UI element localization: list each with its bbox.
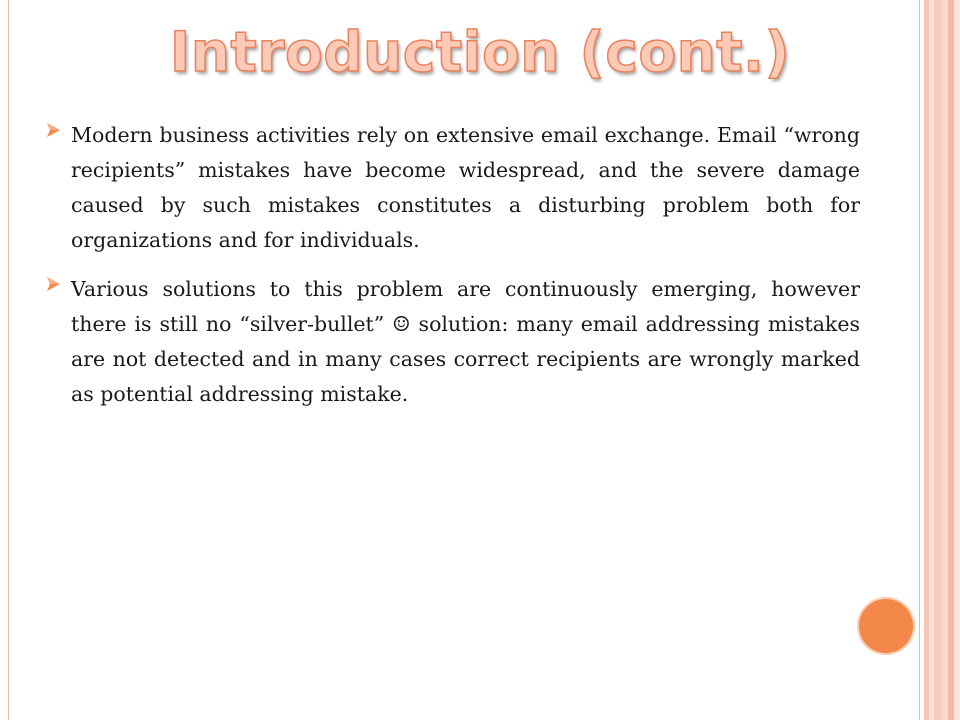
frame-line-left [8,0,9,720]
bullet-item [44,272,860,412]
bullet-item [44,118,860,258]
stripe [954,0,960,720]
bullet-text: Modern business activities rely on extensive email exchange. Email “wrong recipients” mistakes have become widespread, and the severe damage caused by such mistakes constitutes a disturbing problem both for organizations and for individuals. [71,123,860,252]
frame-line-right [919,0,920,720]
decorative-stripes [924,0,960,720]
slide-title: Introduction (cont.) [169,20,791,84]
bullet-text: Various solutions to this problem are continuously emerging, however there is still no “silver-bullet” ☺ solution: many email addressing mistakes are not detected and in many cases correct recipients are wrongly marked as potential addressing mistake. [71,277,860,406]
arrow-bullet-icon [44,275,62,293]
arrow-bullet-icon [44,121,62,139]
decorative-circle [857,597,915,655]
stripe [934,0,942,720]
bullet-list [44,118,860,426]
